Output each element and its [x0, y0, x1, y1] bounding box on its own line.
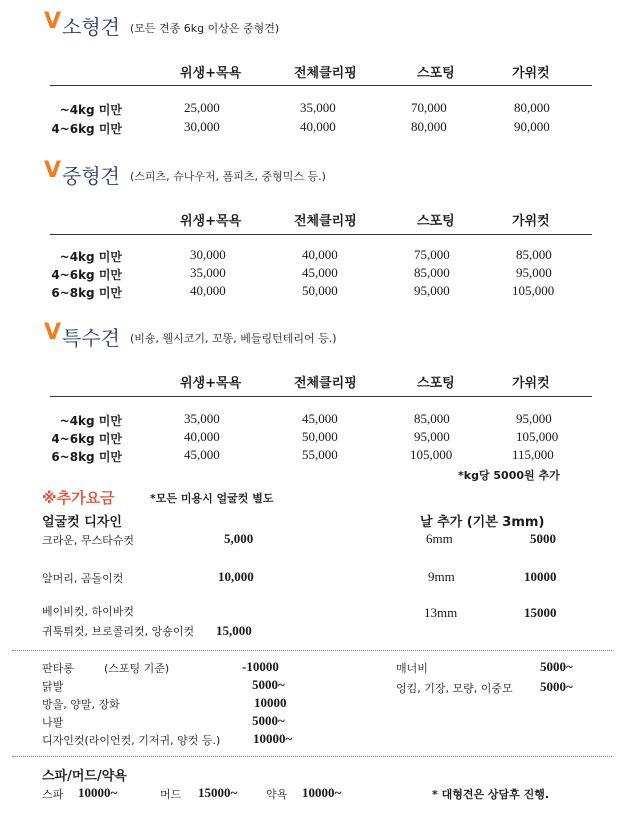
col-header-sporting: 스포팅	[417, 214, 455, 229]
price-cell: 95,000	[414, 429, 450, 444]
divider	[12, 756, 612, 757]
price-cell: 105,000	[512, 283, 555, 298]
col-header-bath: 위생+목욕	[180, 214, 242, 229]
col-header-bath: 위생+목욕	[180, 376, 242, 391]
misc-item-price: 5000~	[540, 659, 573, 674]
misc-item: 나팔	[42, 716, 64, 729]
price-cell: 90,000	[514, 119, 550, 134]
section-note-small: (모든 견종 6kg 이상은 중형견)	[130, 22, 280, 35]
divider	[50, 234, 592, 235]
misc-item-note: (스포팅 기준)	[104, 662, 170, 675]
check-mark-icon: V	[44, 158, 62, 183]
price-cell: 75,000	[414, 247, 450, 262]
misc-item-price: -10000	[242, 659, 279, 674]
col-header-sporting: 스포팅	[417, 376, 455, 391]
row-label: 4~6kg 미만	[51, 122, 122, 136]
price-cell: 40,000	[184, 429, 220, 444]
col-header-bath: 위생+목욕	[180, 66, 242, 81]
price-cell: 80,000	[514, 100, 550, 115]
spa-item-price: 10000~	[78, 785, 118, 800]
price-cell: 40,000	[190, 283, 226, 298]
section-title-small: 소형견	[62, 15, 120, 39]
spa-item-price: 10000~	[302, 785, 342, 800]
row-label: 4~6kg 미만	[51, 268, 122, 282]
section-title-medium: 중형견	[62, 164, 120, 188]
spa-title: 스파/머드/약욕	[42, 769, 127, 784]
section-note-special: (비숑, 웰시코기, 꼬똥, 베들링턴테리어 등.)	[130, 332, 337, 345]
face-item: 알머리, 곰돌이컷	[42, 572, 124, 585]
price-cell: 95,000	[516, 265, 552, 280]
blade-price: 5000	[530, 531, 556, 546]
row-label: ~4kg 미만	[59, 250, 122, 264]
price-cell: 35,000	[184, 411, 220, 426]
misc-item-price: 10000	[254, 695, 287, 710]
blade-size: 13mm	[424, 605, 458, 620]
price-cell: 55,000	[302, 447, 338, 462]
spa-item: 머드	[160, 788, 182, 801]
price-cell: 95,000	[516, 411, 552, 426]
face-item-price: 15,000	[216, 623, 252, 638]
col-header-scissor: 가위컷	[512, 376, 550, 391]
price-cell: 45,000	[302, 411, 338, 426]
col-header-clipping: 전체클리핑	[294, 214, 357, 229]
spa-item-price: 15000~	[198, 785, 238, 800]
misc-item: 닭발	[42, 680, 64, 693]
blade-price: 15000	[524, 605, 557, 620]
misc-item-price: 5000~	[252, 677, 285, 692]
face-item-price: 5,000	[224, 531, 254, 546]
divider	[50, 396, 592, 397]
blade-add-title: 날 추가 (기본 3mm)	[420, 515, 545, 530]
misc-item: 엉킴, 기장, 모량, 이중모	[396, 682, 513, 695]
face-item: 베이비컷, 하이바컷	[42, 605, 135, 618]
price-cell: 45,000	[184, 447, 220, 462]
price-cell: 35,000	[300, 100, 336, 115]
divider	[12, 650, 612, 651]
price-cell: 25,000	[184, 100, 220, 115]
misc-item: 판타롱	[42, 662, 74, 675]
price-cell: 85,000	[414, 265, 450, 280]
misc-item-price: 10000~	[253, 731, 293, 746]
misc-item-price: 5000~	[540, 679, 573, 694]
extra-charge-title: ※추가요금	[42, 489, 115, 507]
price-cell: 40,000	[300, 119, 336, 134]
blade-size: 9mm	[428, 569, 455, 584]
section-title-special: 특수견	[62, 326, 120, 350]
price-cell: 40,000	[302, 247, 338, 262]
face-cut-note: *모든 미용시 얼굴컷 별도	[150, 492, 274, 505]
row-label: ~4kg 미만	[59, 103, 122, 117]
price-cell: 80,000	[411, 119, 447, 134]
check-mark-icon: V	[44, 9, 62, 34]
row-label: 4~6kg 미만	[51, 432, 122, 446]
divider	[50, 85, 592, 86]
price-cell: 45,000	[302, 265, 338, 280]
price-cell: 35,000	[190, 265, 226, 280]
misc-item: 매너비	[396, 662, 428, 675]
spa-item: 약욕	[266, 788, 288, 801]
misc-item-price: 5000~	[252, 713, 285, 728]
price-cell: 70,000	[411, 100, 447, 115]
face-item: 귀툭튀컷, 브로콜리컷, 앙숑이컷	[42, 625, 195, 638]
row-label: ~4kg 미만	[59, 414, 122, 428]
col-header-clipping: 전체클리핑	[294, 376, 357, 391]
row-label: 6~8kg 미만	[51, 286, 122, 300]
price-cell: 85,000	[414, 411, 450, 426]
price-cell: 50,000	[302, 283, 338, 298]
blade-size: 6mm	[426, 531, 453, 546]
blade-price: 10000	[524, 569, 557, 584]
kg-surcharge-note: *kg당 5000원 추가	[458, 469, 560, 482]
price-cell: 115,000	[512, 447, 554, 462]
price-cell: 105,000	[516, 429, 559, 444]
price-cell: 85,000	[516, 247, 552, 262]
face-item: 크라운, 무스타슈컷	[42, 534, 135, 547]
col-header-clipping: 전체클리핑	[294, 66, 357, 81]
col-header-sporting: 스포팅	[417, 66, 455, 81]
misc-item: 방울, 양말, 장화	[42, 698, 120, 711]
section-note-medium: (스피츠, 슈나우저, 폼피츠, 중형믹스 등.)	[130, 170, 326, 183]
row-label: 6~8kg 미만	[51, 450, 122, 464]
price-cell: 30,000	[184, 119, 220, 134]
col-header-scissor: 가위컷	[512, 214, 550, 229]
misc-item: 디자인컷(라이언컷, 기저귀, 양컷 등.)	[42, 734, 221, 747]
col-header-scissor: 가위컷	[512, 66, 550, 81]
price-cell: 30,000	[190, 247, 226, 262]
face-design-title: 얼굴컷 디자인	[42, 515, 122, 530]
price-cell: 105,000	[410, 447, 453, 462]
large-dog-note: * 대형견은 상담후 진행.	[432, 788, 550, 801]
spa-item: 스파	[42, 788, 64, 801]
face-item-price: 10,000	[218, 569, 254, 584]
check-mark-icon: V	[44, 320, 62, 345]
price-cell: 50,000	[302, 429, 338, 444]
price-cell: 95,000	[414, 283, 450, 298]
